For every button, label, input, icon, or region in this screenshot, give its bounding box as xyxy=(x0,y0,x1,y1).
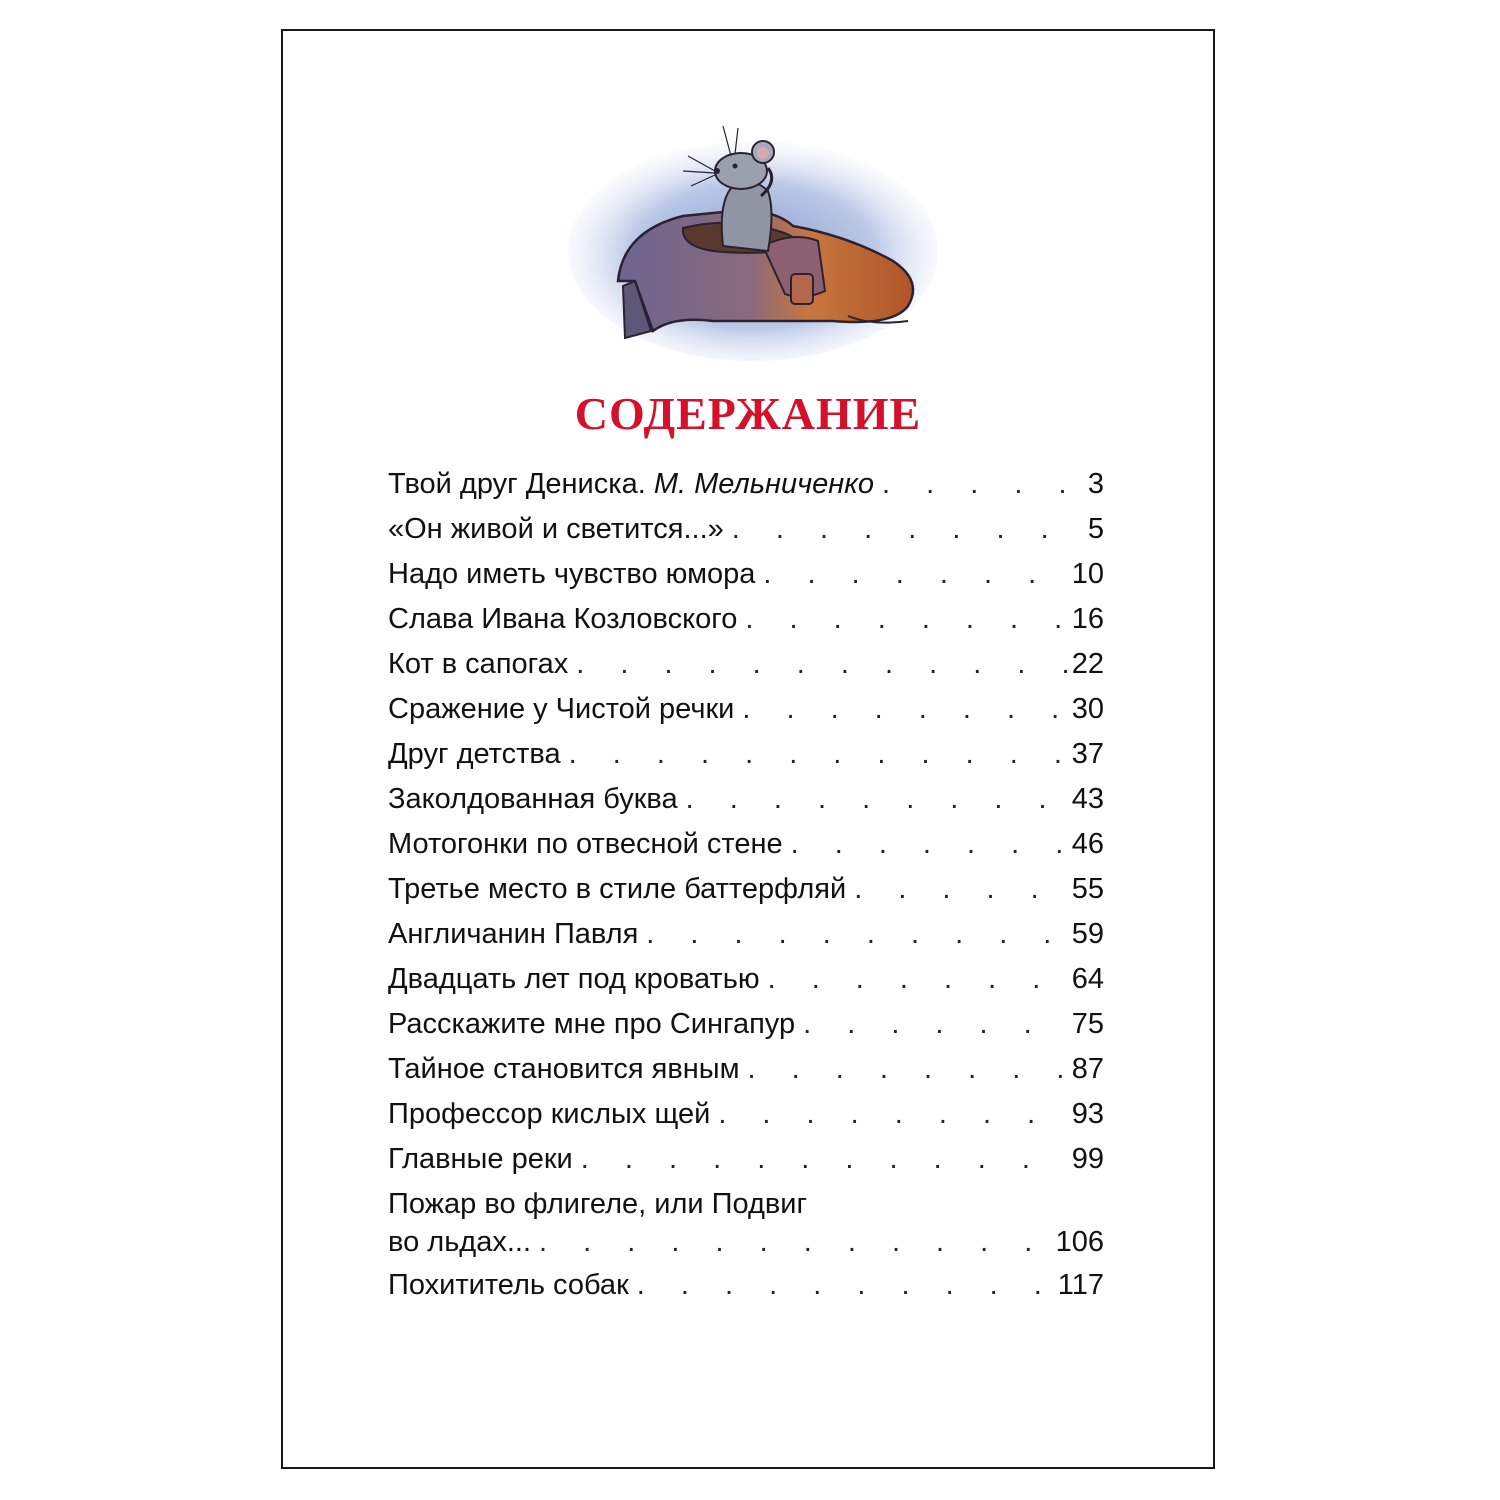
toc-entry[interactable] xyxy=(388,1268,1104,1313)
toc-entry-page: 55 xyxy=(1071,873,1104,905)
book-page xyxy=(281,29,1215,1469)
toc-entry-page: 46 xyxy=(1071,828,1104,860)
toc-entry-page: 87 xyxy=(1071,1053,1104,1085)
toc-entry-page: 93 xyxy=(1071,1098,1104,1130)
toc-entry[interactable] xyxy=(388,1007,1104,1052)
toc-entry-title: Кот в сапогах xyxy=(388,648,569,680)
toc-entry-page: 16 xyxy=(1071,603,1104,635)
toc-entry-page: 3 xyxy=(1087,468,1104,500)
toc-entry[interactable] xyxy=(388,1187,1104,1268)
dot-leader xyxy=(637,1268,1054,1302)
toc-entry-page: 37 xyxy=(1071,738,1104,770)
toc-entry[interactable] xyxy=(388,962,1104,1007)
dot-leader xyxy=(854,872,1068,906)
toc-entry-page: 64 xyxy=(1071,963,1104,995)
toc-entry-title: Профессор кислых щей xyxy=(388,1098,711,1130)
toc-entry-title-line1: Пожар во флигеле, или Подвиг xyxy=(388,1188,808,1220)
toc-entry-title: Твой друг Дениска. М. Мельниченко xyxy=(388,468,875,500)
toc-entry-title: Третье место в стиле баттерфляй xyxy=(388,873,847,905)
dot-leader xyxy=(742,692,1067,726)
toc-entry-title: Двадцать лет под кроватью xyxy=(388,963,760,995)
dot-leader xyxy=(748,1052,1068,1086)
toc-entry-page: 5 xyxy=(1087,513,1104,545)
dot-leader xyxy=(768,962,1068,996)
toc-entry-page: 106 xyxy=(1055,1226,1104,1258)
dot-leader xyxy=(803,1007,1068,1041)
toc-entry-title: Надо иметь чувство юмора xyxy=(388,558,756,590)
toc-entry-page: 99 xyxy=(1071,1143,1104,1175)
toc-entry[interactable] xyxy=(388,512,1104,557)
toc-entry-title: Слава Ивана Козловского xyxy=(388,603,738,635)
toc-entry-title: Главные реки xyxy=(388,1143,573,1175)
dot-leader xyxy=(576,647,1068,681)
toc-entry-title: Англичанин Павля xyxy=(388,918,639,950)
toc-entry-page: 10 xyxy=(1071,558,1104,590)
page-title: СОДЕРЖАНИЕ xyxy=(574,388,922,439)
dot-leader xyxy=(763,557,1067,591)
dot-leader xyxy=(882,467,1078,501)
toc-entry[interactable] xyxy=(388,647,1104,692)
toc-entry[interactable] xyxy=(388,1142,1104,1187)
toc-entry-page: 117 xyxy=(1057,1269,1104,1301)
toc-entry[interactable] xyxy=(388,692,1104,737)
dot-leader xyxy=(718,1097,1067,1131)
toc-entry-title: Сражение у Чистой речки xyxy=(388,693,735,725)
dot-leader xyxy=(581,1142,1068,1176)
mouse-in-shoe-illustration xyxy=(563,116,943,371)
toc-entry[interactable] xyxy=(388,827,1104,872)
toc-entry-title: Тайное становится явным xyxy=(388,1053,740,1085)
toc-entry-page: 22 xyxy=(1071,648,1104,680)
dot-leader xyxy=(791,827,1068,861)
dot-leader xyxy=(569,737,1068,771)
toc-entry-page: 43 xyxy=(1071,783,1104,815)
toc-entry[interactable] xyxy=(388,557,1104,602)
toc-entry-title: Мотогонки по отвесной стене xyxy=(388,828,783,860)
toc-entry[interactable] xyxy=(388,782,1104,827)
toc-entry[interactable] xyxy=(388,737,1104,782)
toc-entry-title: Расскажите мне про Сингапур xyxy=(388,1008,796,1040)
toc-entry[interactable] xyxy=(388,602,1104,647)
toc-entry[interactable] xyxy=(388,1097,1104,1142)
toc-entry[interactable] xyxy=(388,917,1104,962)
toc-entry-page: 75 xyxy=(1071,1008,1104,1040)
toc-entry-title: Похититель собак xyxy=(388,1269,629,1301)
toc-entry-page: 30 xyxy=(1071,693,1104,725)
dot-leader xyxy=(646,917,1067,951)
dot-leader xyxy=(732,512,1078,546)
toc-entry[interactable] xyxy=(388,1052,1104,1097)
toc-entry-author: М. Мельниченко xyxy=(653,468,875,500)
toc-entry-title: «Он живой и светится...» xyxy=(388,513,724,545)
toc-entry-title: Друг детства xyxy=(388,738,561,770)
dot-leader xyxy=(745,602,1067,636)
toc-entry-title-line2: во льдах... xyxy=(388,1226,532,1258)
dot-leader xyxy=(539,1225,1052,1259)
toc-entry-page: 59 xyxy=(1071,918,1104,950)
toc-entry[interactable] xyxy=(388,872,1104,917)
dot-leader xyxy=(686,782,1068,816)
toc-entry-title: Заколдованная буква xyxy=(388,783,678,815)
toc-entry[interactable] xyxy=(388,467,1104,512)
table-of-contents xyxy=(388,467,1104,1313)
